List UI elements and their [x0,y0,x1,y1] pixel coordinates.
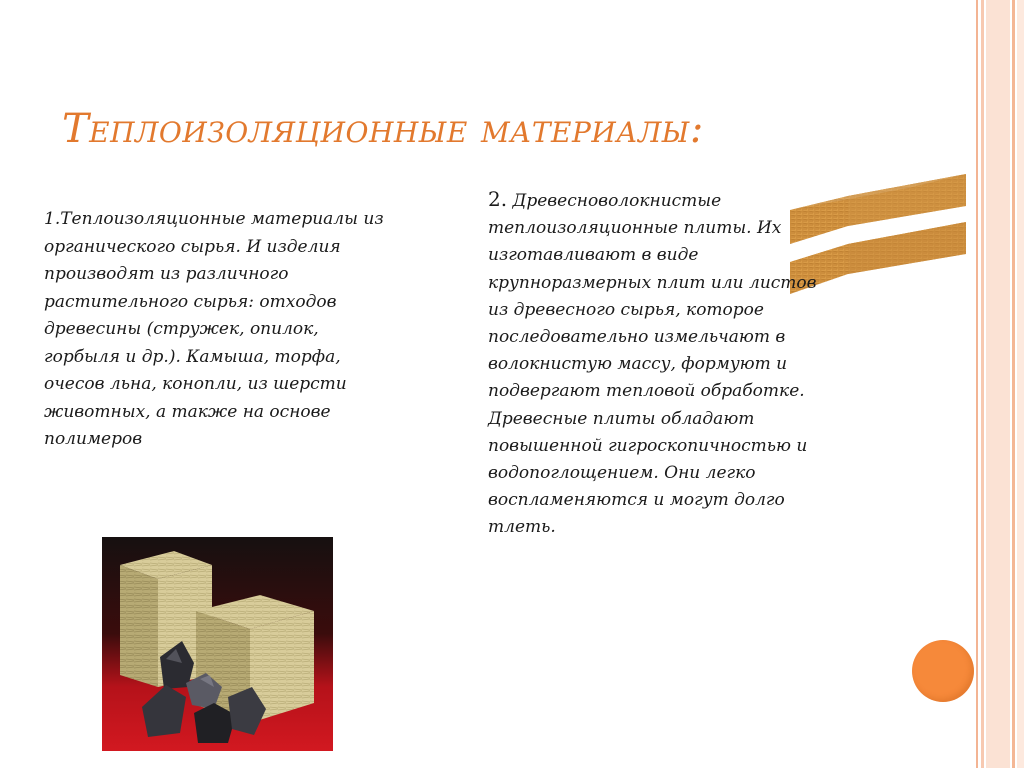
fiberboard-description: Древесноволокнистые теплоизоляционные плиты. Их изготавливают в виде крупноразмерных плит или листов из древесного сырья, которое последовательно измельчают в волокнистую массу, формуют и подвергают тепловой обработке. [488,191,817,402]
fiberboard-properties: Древесные плиты обладают повышенной гигроскопичностью и водопоглощением. Они легко воспламеняются и могут долго тлеть. [488,408,808,538]
slide-title: Теплоизоляционные материалы: [62,106,704,152]
decorative-stripe [981,0,984,768]
mineral-wool-blocks-picture [102,537,333,751]
decorative-stripe [1012,0,1015,768]
decorative-stripe [986,0,1010,768]
fiberboard-text [488,186,818,542]
item-number: 2. [488,187,508,211]
decorative-stripe [1017,0,1024,768]
organic-materials-text: 1.Теплоизоляционные материалы из органического сырья. И изделия производят из различного растительного сырья: отходов древесины (стружек, опилок, горбыля и др.). Камыша, торфа, очесов льна, конопли, из шерсти животных, а также на основе полимеров [44,209,384,449]
decorative-stripe [976,0,978,768]
decorative-orange-circle [912,640,974,702]
